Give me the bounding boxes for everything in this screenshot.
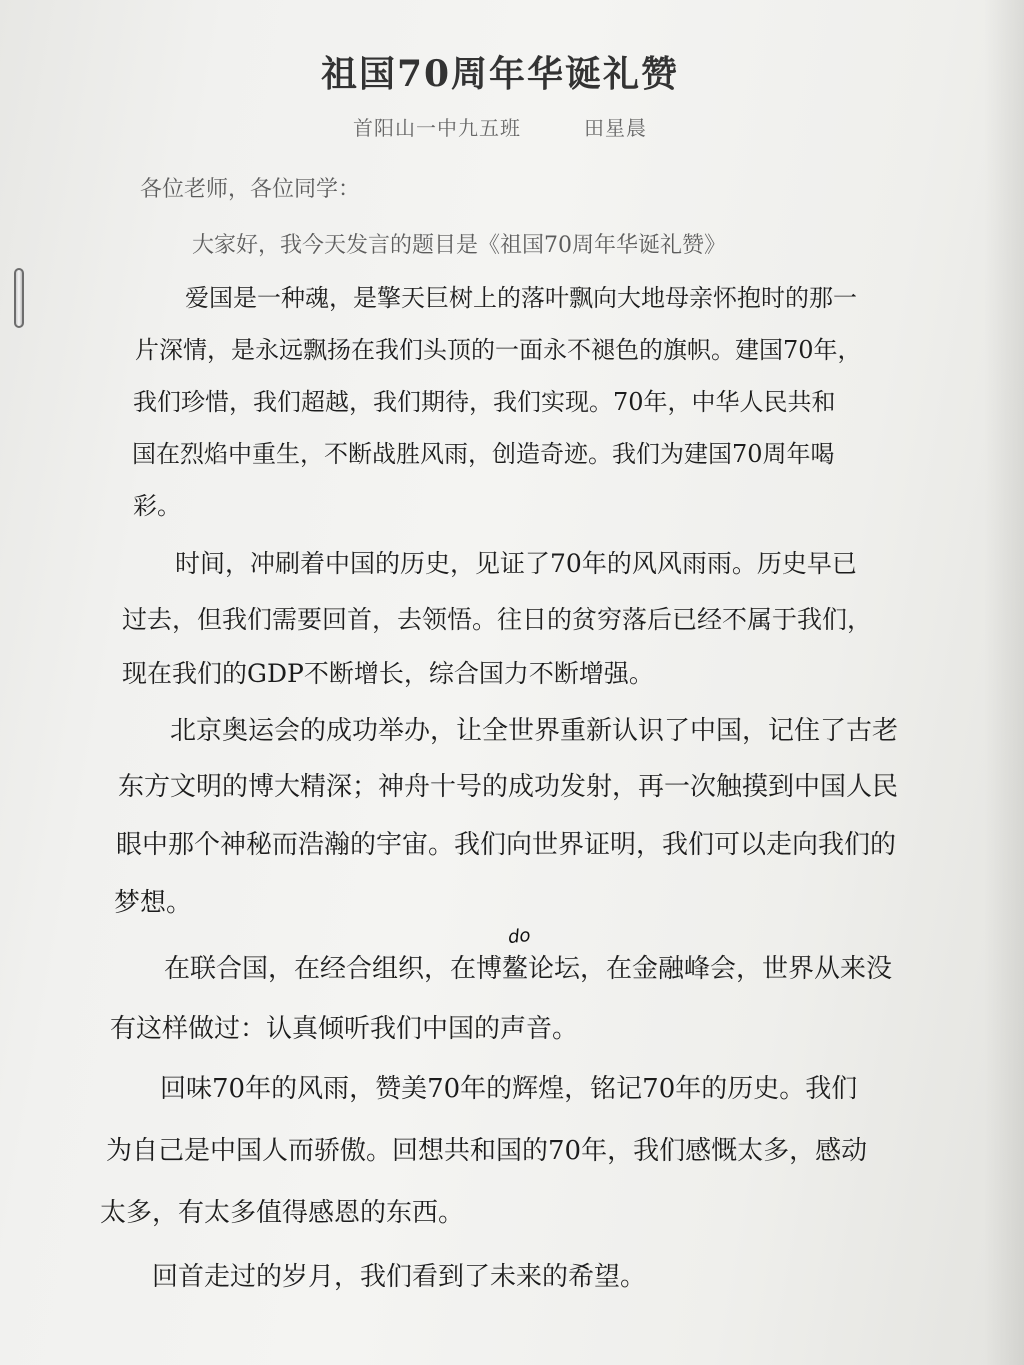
paragraph-3-line-4: 梦想。 [114,888,193,918]
paragraph-5-line-3: 太多，有太多值得感恩的东西。 [100,1198,465,1228]
paragraph-1-line-5: 彩。 [133,492,181,520]
paragraph-2-line-2: 过去，但我们需要回首，去领悟。往日的贫穷落后已经不属于我们， [122,605,873,634]
paragraph-6-line-1: 回首走过的岁月，我们看到了未来的希望。 [152,1262,647,1292]
paragraph-1-line-4: 国在烈焰中重生，不断战胜风雨，创造奇迹。我们为建国70周年喝 [132,440,835,468]
paragraph-2-line-3: 现在我们的GDP不断增长，综合国力不断增强。 [122,659,654,688]
intro-line: 大家好，我今天发言的题目是《祖国70周年华诞礼赞》 [192,233,726,258]
document-title: 祖国70周年华诞礼赞 [320,53,680,95]
staple [14,268,24,328]
paragraph-4-line-1: 在联合国，在经合组织，在博鳌论坛，在金融峰会，世界从来没 [164,954,893,984]
salutation: 各位老师，各位同学： [140,177,361,202]
paragraph-5-line-2: 为自己是中国人而骄傲。回想共和国的70年，我们感慨太多，感动 [106,1136,868,1166]
page-edge-shadow [984,0,1024,1365]
paragraph-3-line-1: 北京奥运会的成功举办，让全世界重新认识了中国，记住了古老 [170,716,899,746]
paragraph-1-line-3: 我们珍惜，我们超越，我们期待，我们实现。70年，中华人民共和 [133,388,836,416]
paragraph-1-line-1: 爱国是一种魂，是擎天巨树上的落叶飘向大地母亲怀抱时的那一 [185,284,857,312]
handwritten-annotation: do [506,924,532,949]
paragraph-3-line-3: 眼中那个神秘而浩瀚的宇宙。我们向世界证明，我们可以走向我们的 [116,830,897,860]
paragraph-2-line-1: 时间，冲刷着中国的历史，见证了70年的风风雨雨。历史早已 [175,549,857,578]
author-line: 首阳山一中九五班 田星晨 [353,116,647,140]
paragraph-4-line-2: 有这样做过：认真倾听我们中国的声音。 [110,1014,579,1044]
paragraph-3-line-2: 东方文明的博大精深；神舟十号的成功发射，再一次触摸到中国人民 [118,772,899,802]
paragraph-5-line-1: 回味70年的风雨，赞美70年的辉煌，铭记70年的历史。我们 [160,1074,858,1104]
paragraph-1-line-2: 片深情，是永远飘扬在我们头顶的一面永不褪色的旗帜。建国70年， [135,336,862,364]
